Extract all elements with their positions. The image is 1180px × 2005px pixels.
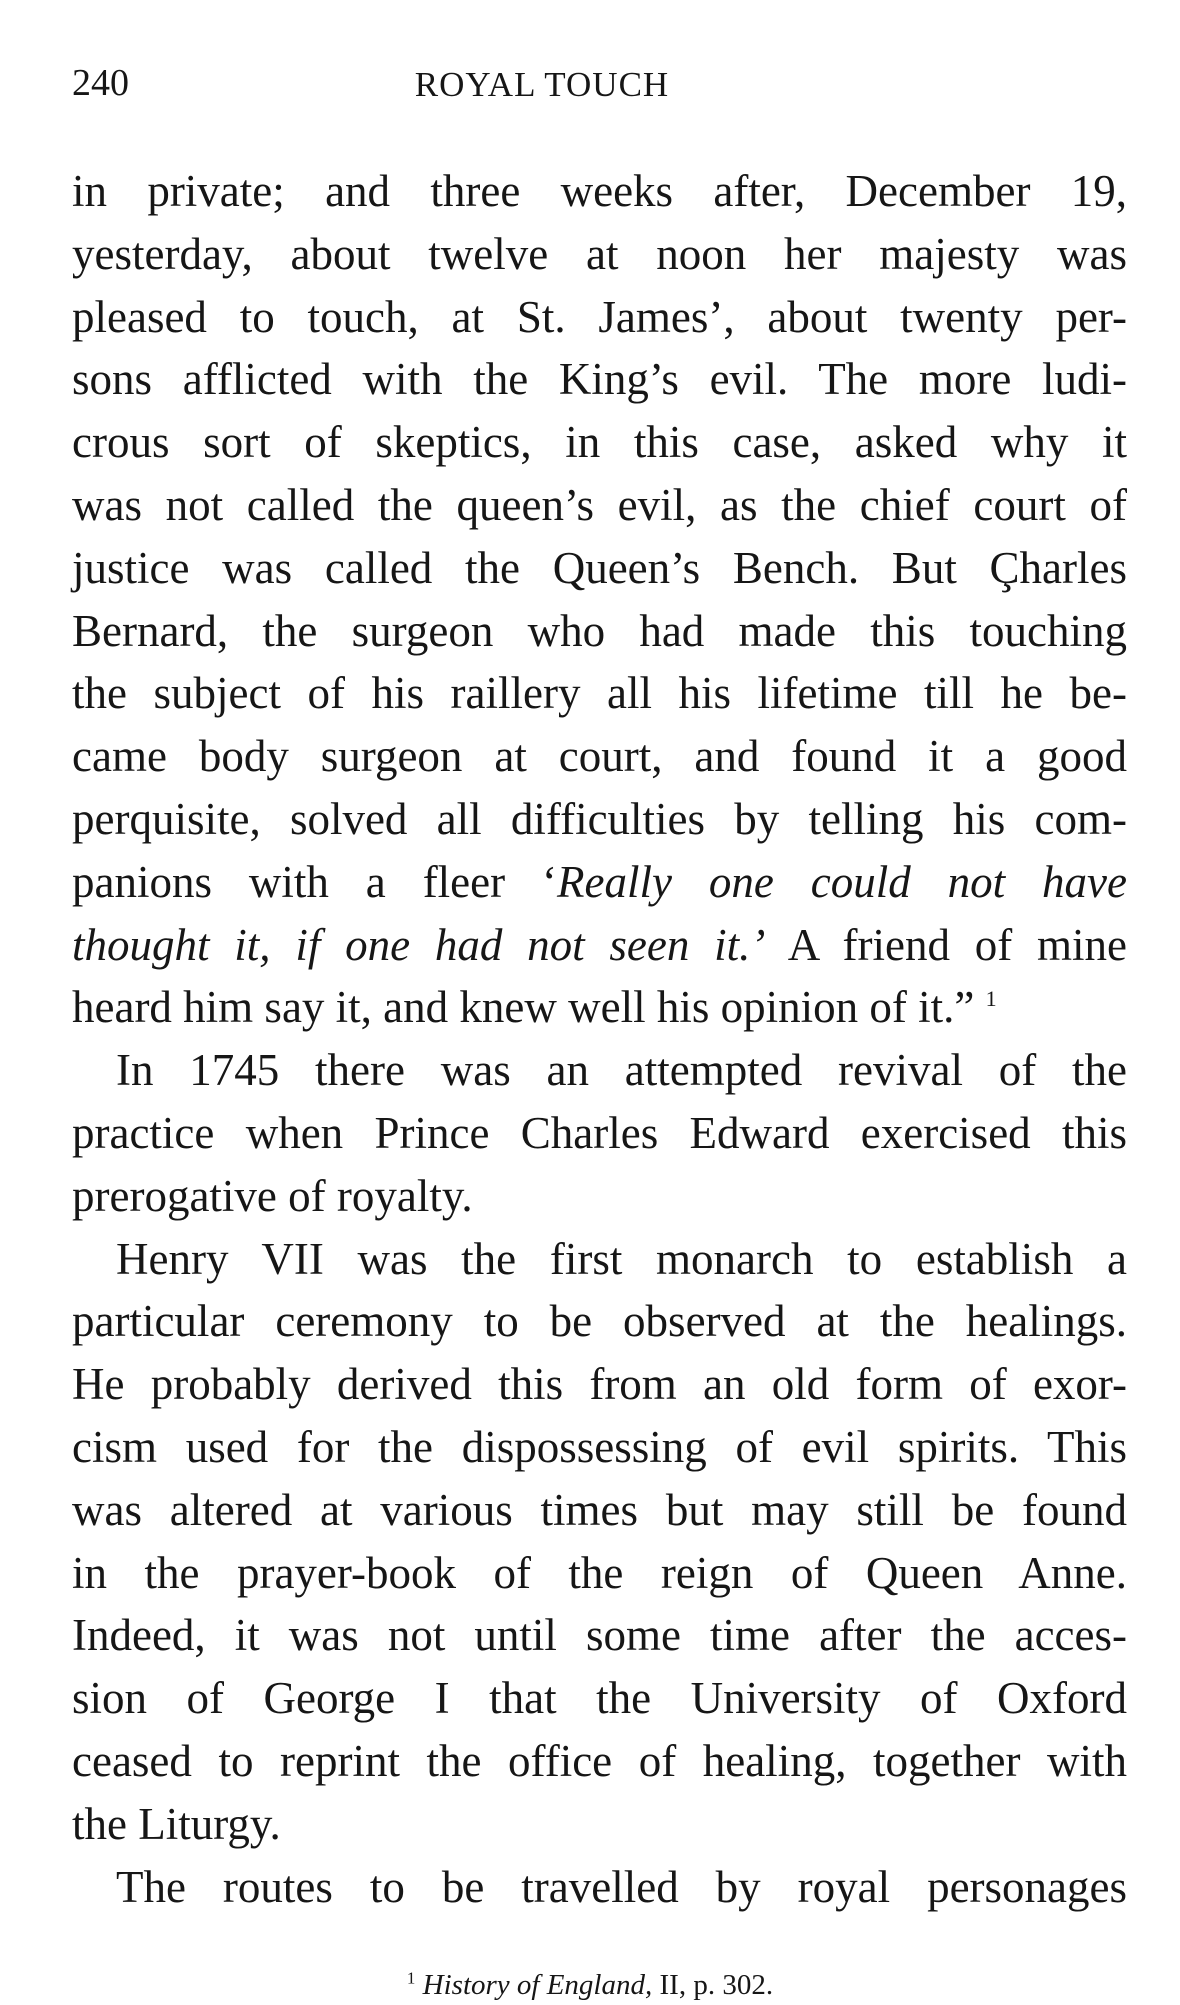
text-line: the Liturgy. (72, 1798, 281, 1849)
text-line: He probably derived this from an old form of exor- (72, 1359, 1127, 1410)
text-line-with-italic (72, 851, 1127, 914)
text-line: was altered at various times but may still be found (72, 1484, 1127, 1535)
running-head (72, 58, 1122, 118)
footnote-reference: 1 (985, 986, 997, 1012)
text-line: sion of George I that the University of Oxford (72, 1673, 1127, 1724)
text-line (72, 976, 1127, 1039)
text-line: in the prayer-book of the reign of Queen Anne. (72, 1547, 1127, 1598)
text-line: Bernard, the surgeon who had made this touching (72, 605, 1127, 656)
text-segment: panions with a fleer ‘ (72, 856, 558, 907)
paragraph-start-line: In 1745 there was an attempted revival of the (116, 1045, 1127, 1096)
page-number: 240 (72, 62, 129, 104)
text-line: Indeed, it was not until some time after the acces- (72, 1610, 1127, 1661)
text-line: perquisite, solved all difficulties by telling his com- (72, 793, 1127, 844)
text-segment: A friend of mine (787, 919, 1127, 970)
body-text (72, 160, 1127, 1918)
text-line: prerogative of royalty. (72, 1170, 473, 1221)
footnote-citation: II, p. 302. (652, 1969, 774, 2001)
text-line: sons afflicted with the King’s evil. The more ludi- (72, 354, 1127, 405)
text-line: the subject of his raillery all his lifetime till he be- (72, 668, 1127, 719)
text-line: crous sort of skeptics, in this case, asked why it (72, 417, 1127, 468)
italic-quote: thought it, if one had not seen it.’ (72, 919, 766, 970)
text-line: cism used for the dispossessing of evil spirits. This (72, 1421, 1127, 1472)
paragraph-start-line: Henry VII was the first monarch to establish a (116, 1233, 1127, 1284)
running-title: ROYAL TOUCH (414, 65, 670, 104)
paragraph-start-line: The routes to be travelled by royal personages (116, 1861, 1127, 1912)
text-line: yesterday, about twelve at noon her majesty was (72, 228, 1127, 279)
footnote-marker: 1 (406, 1968, 416, 1988)
footnote (0, 1965, 1180, 2005)
text-line: justice was called the Queen’s Bench. But Çharles (72, 542, 1127, 593)
text-line: was not called the queen’s evil, as the chief court of (72, 479, 1127, 530)
italic-quote: Really one could not have (557, 856, 1127, 907)
text-line: particular ceremony to be observed at the healings. (72, 1296, 1127, 1347)
text-line: practice when Prince Charles Edward exercised this (72, 1107, 1127, 1158)
text-line: in private; and three weeks after, December 19, (72, 166, 1127, 216)
text-line: came body surgeon at court, and found it a good (72, 731, 1127, 782)
text-line-with-italic (72, 914, 1127, 977)
text-line: pleased to touch, at St. James’, about twenty per- (72, 291, 1127, 342)
footnote-title: History of England, (422, 1969, 653, 2001)
text-segment: heard him say it, and knew well his opinion of it.” (72, 982, 975, 1033)
text-line: ceased to reprint the office of healing, together with (72, 1735, 1127, 1786)
